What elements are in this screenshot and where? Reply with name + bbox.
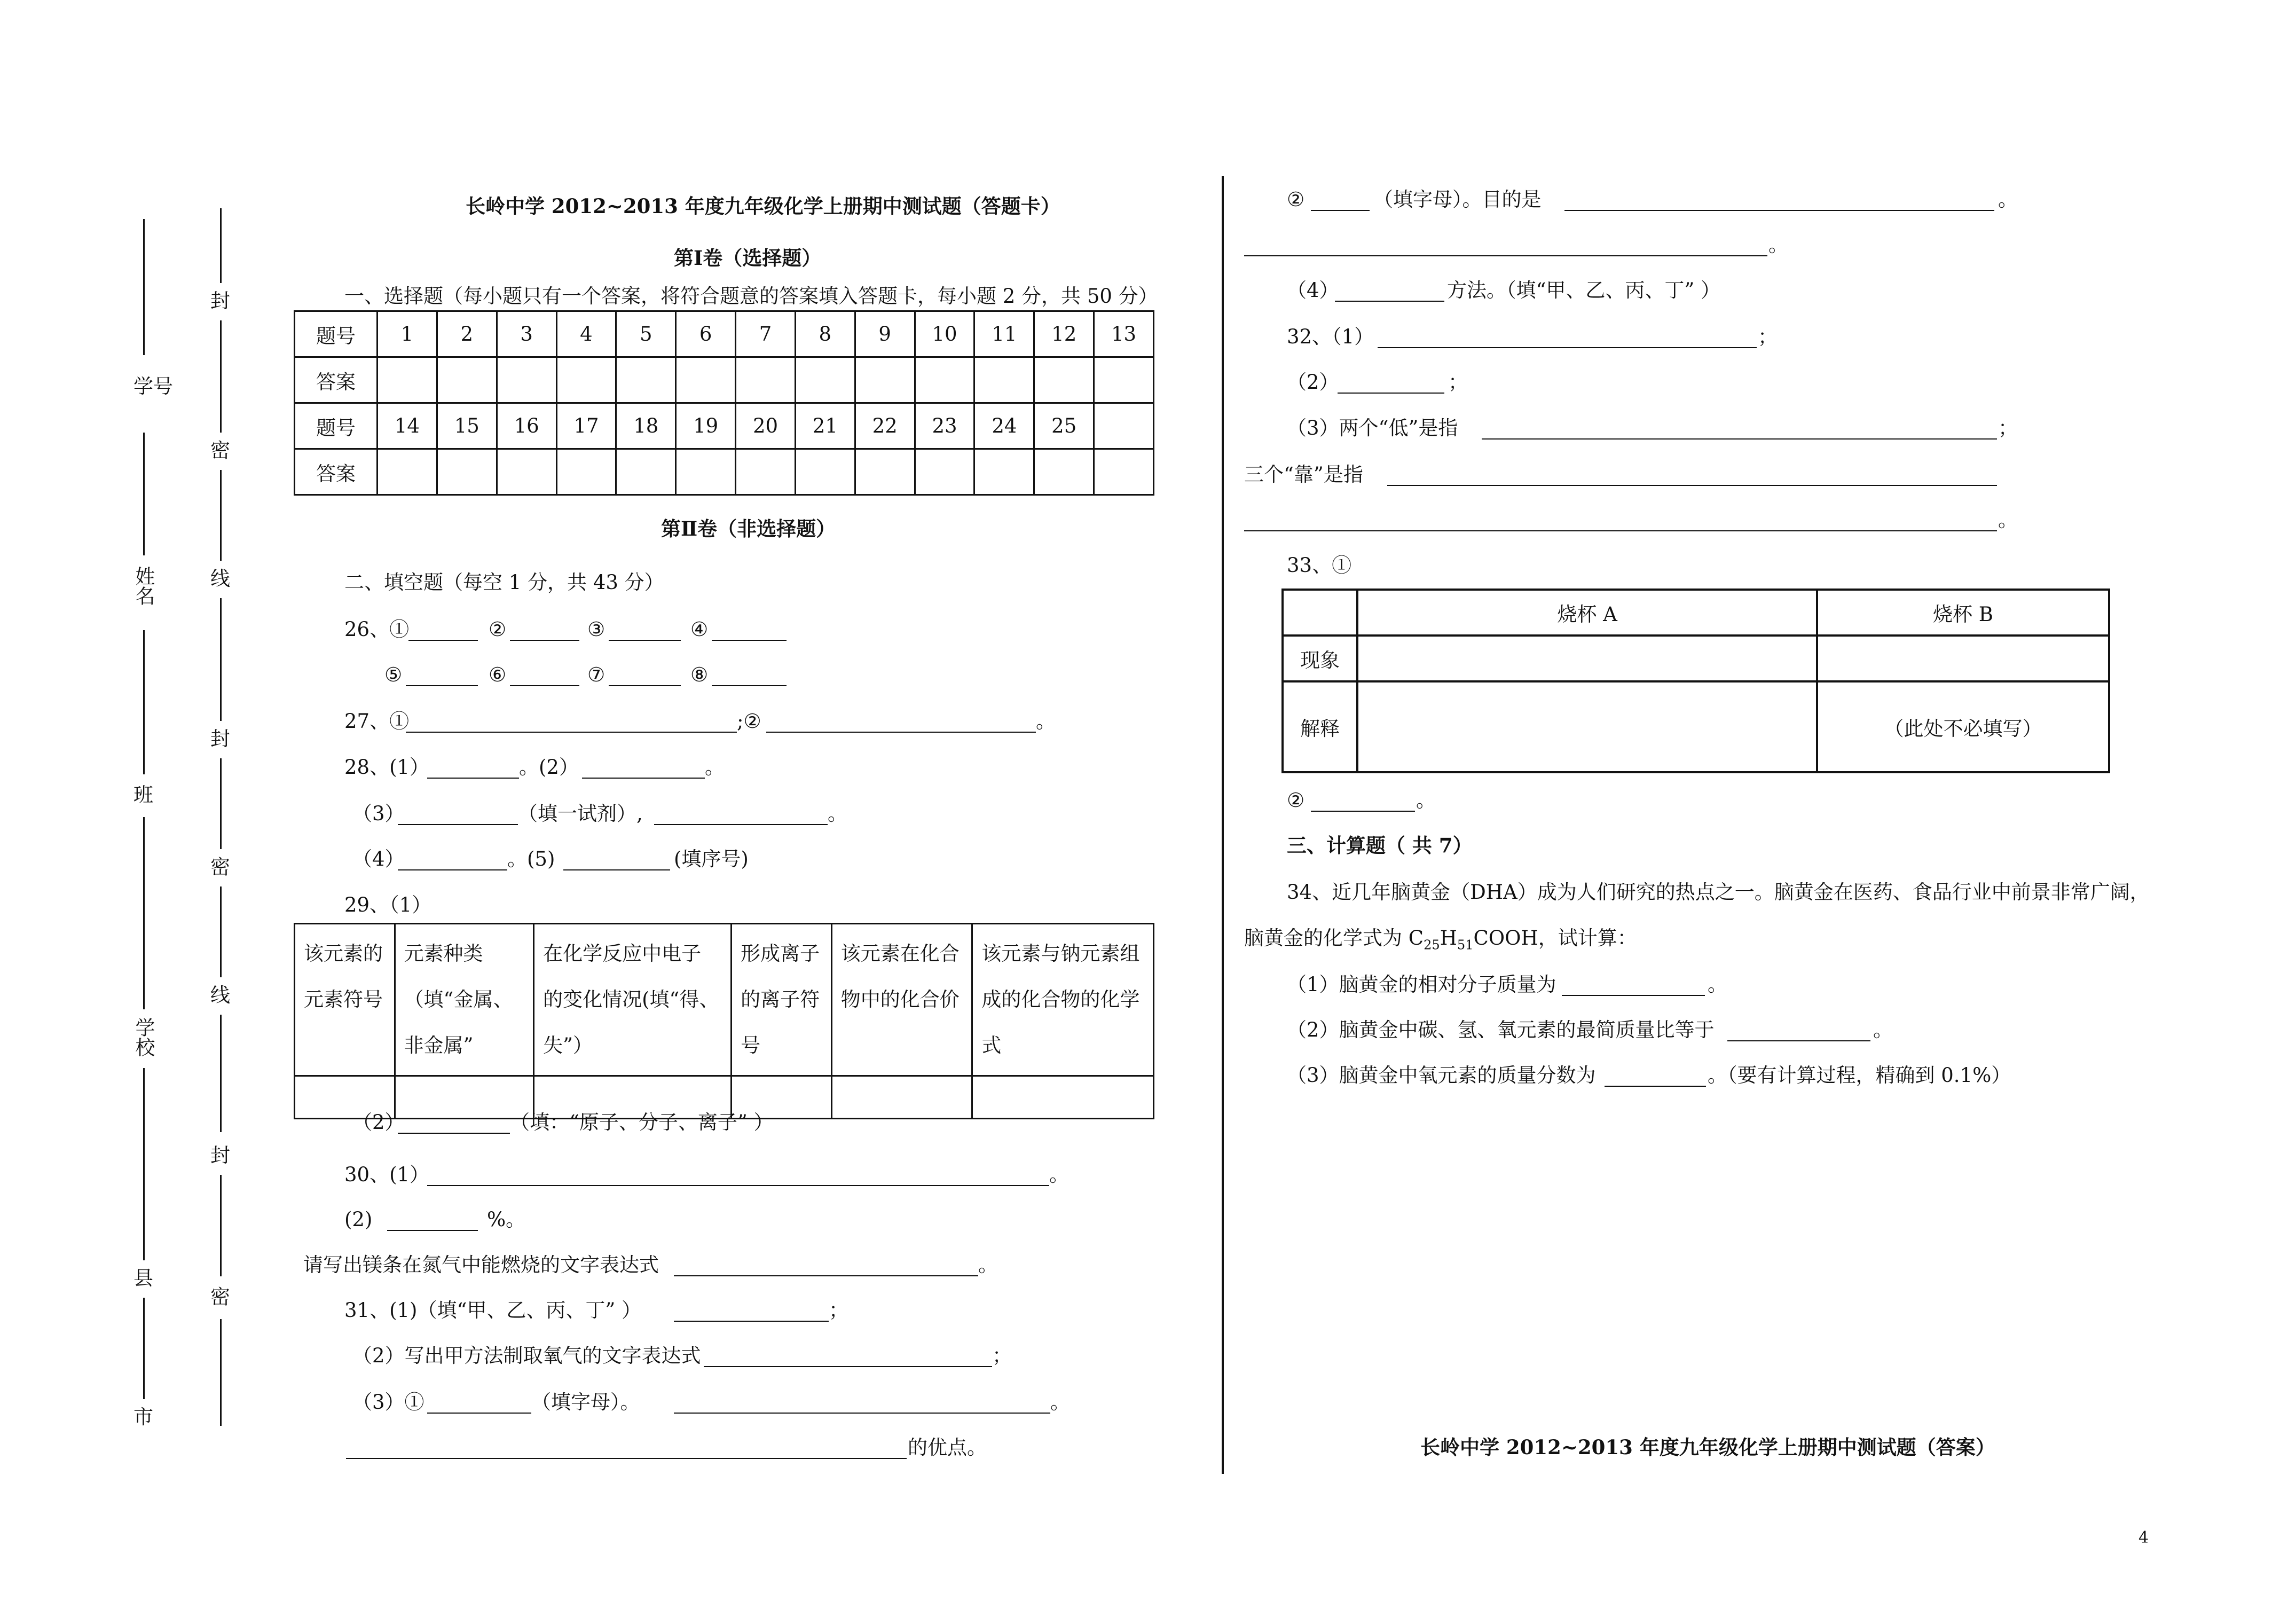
q-num: 15 [437, 403, 497, 449]
q26-mark: ③ [587, 618, 606, 641]
col-header-b: 烧杯 B [1817, 590, 2109, 636]
q26-blank[interactable] [408, 640, 478, 641]
q-num: 3 [497, 311, 556, 357]
q29-2-hint: （填：“原子、分子、离子” ） [510, 1111, 774, 1134]
elem-header: 该元素在化合物中的化合价 [831, 924, 972, 1076]
a-label: 答案 [295, 357, 378, 403]
answer-cell[interactable] [1094, 357, 1154, 403]
q26-mark: ⑦ [587, 663, 606, 686]
answer-cell[interactable] [616, 449, 676, 495]
answer-cell[interactable] [616, 357, 676, 403]
field-county: 县 [133, 1267, 153, 1290]
r-blank[interactable] [1244, 255, 1767, 256]
q-num: 4 [556, 311, 616, 357]
q32-3-text: （3）两个“低”是指 [1287, 417, 1458, 440]
q26-mark: ② [489, 618, 507, 641]
q34-2-text: （2）脑黄金中碳、氢、氧元素的最简质量比等于 [1287, 1018, 1715, 1041]
q26-blank[interactable] [510, 640, 579, 641]
q34-text: 34、近几年脑黄金（DHA）成为人们研究的热点之一。脑黄金在医药、食品行业中前景非常广阔， [1287, 881, 2150, 904]
q-num: 1 [378, 311, 437, 357]
q-num: 8 [795, 311, 855, 357]
part1-heading: 第Ⅰ卷（选择题） [674, 246, 822, 270]
q31-label: 31、(1)（填“甲、乙、丙、丁” ） [344, 1299, 642, 1322]
elem-header: 该元素与钠元素组成的化合物的化学式 [972, 924, 1154, 1076]
q34-1-end: 。 [1708, 973, 1727, 996]
q26-mark: ④ [690, 618, 709, 641]
q33-2-blank[interactable] [1311, 811, 1415, 812]
seal-char: 封 [210, 1144, 230, 1167]
answer-cell[interactable] [972, 1076, 1154, 1119]
q28-label: 28、(1） [344, 756, 430, 779]
seal-line [220, 1319, 222, 1426]
answer-cell[interactable] [378, 357, 437, 403]
q26-label: 26、① [344, 618, 410, 641]
element-table [294, 923, 1154, 1119]
q-num: 11 [974, 311, 1034, 357]
q32-blank[interactable] [1378, 347, 1757, 348]
q-label: 题号 [295, 311, 378, 357]
field-name: 姓名 [132, 566, 155, 606]
q26-blank[interactable] [712, 640, 787, 641]
answer-cell[interactable] [1034, 357, 1094, 403]
answer-cell[interactable] [974, 449, 1034, 495]
q34-1-text: （1）脑黄金的相对分子质量为 [1287, 973, 1556, 996]
elem-header: 该元素的元素符号 [295, 924, 395, 1076]
q28-3-blank[interactable] [654, 824, 828, 825]
table-row [295, 311, 1154, 357]
q-num: 12 [1034, 311, 1094, 357]
field-school: 学校 [132, 1017, 155, 1057]
q32-2-label: （2） [1287, 371, 1339, 394]
q33-label: 33、① [1287, 554, 1352, 577]
seal-line [220, 886, 222, 977]
answer-cell[interactable] [855, 357, 915, 403]
q31-3-end: 。 [1050, 1391, 1070, 1414]
seal-line [220, 320, 222, 433]
answer-cell[interactable] [795, 449, 855, 495]
q-num: 20 [736, 403, 796, 449]
q30-2-label: (2) [344, 1208, 373, 1231]
q-num: 9 [855, 311, 915, 357]
seal-char: 线 [210, 984, 230, 1007]
answer-cell[interactable] [1357, 681, 1817, 772]
q30-3-end: 。 [978, 1253, 998, 1276]
answer-cell[interactable] [556, 357, 616, 403]
q32-4-blank[interactable] [1387, 485, 1997, 486]
answer-cell[interactable] [736, 449, 796, 495]
q26-mark: ⑤ [384, 663, 403, 686]
q28-mid: 。(2） [519, 756, 579, 779]
q28-3-label: （3） [352, 802, 405, 825]
q33-2-end: 。 [1416, 789, 1436, 812]
q29-label: 29、（1） [344, 893, 432, 916]
r-end: 。 [1998, 188, 2018, 211]
q32-2-blank[interactable] [1338, 393, 1444, 394]
answer-cell[interactable] [831, 1076, 972, 1119]
answer-cell[interactable] [855, 449, 915, 495]
elem-header: 形成离子的离子符号 [732, 924, 832, 1076]
q34-3-text: （3）脑黄金中氧元素的质量分数为 [1287, 1064, 1596, 1087]
q-label: 题号 [295, 403, 378, 449]
page-title: 长岭中学 2012~2013 年度九年级化学上册期中测试题（答题卡） [466, 194, 1060, 218]
q27-blank[interactable] [406, 732, 737, 733]
q30-label: 30、(1） [344, 1163, 430, 1186]
q34-2-blank[interactable] [1727, 1040, 1870, 1041]
q-num: 25 [1034, 403, 1094, 449]
q26-mark: ⑧ [690, 663, 709, 686]
q-num: 10 [915, 311, 974, 357]
table-row [295, 403, 1154, 449]
seal-line [220, 758, 222, 849]
row-header: 解释 [1283, 681, 1357, 772]
q28-end: 。 [705, 756, 725, 779]
table-row [1283, 590, 2109, 636]
a-label: 答案 [295, 449, 378, 495]
q31-3-hint: （填字母）。 [531, 1391, 640, 1414]
seal-line [220, 208, 222, 283]
answer-cell[interactable] [736, 357, 796, 403]
q32-5-end: 。 [1998, 508, 2018, 531]
q28-5-blank[interactable] [563, 869, 670, 870]
q33-2-label: ② [1287, 789, 1305, 812]
binding-line [143, 1298, 145, 1399]
q32-5-blank[interactable] [1244, 530, 1997, 531]
r-blank[interactable] [1311, 210, 1370, 211]
q-num: 14 [378, 403, 437, 449]
binding-line [143, 817, 145, 1009]
part2-heading: 第Ⅱ卷（非选择题） [661, 517, 836, 540]
q-num: 7 [736, 311, 796, 357]
q34-formula: 脑黄金的化学式为 $C_{25}H_{51}COOH$，试计算： [1244, 927, 1637, 953]
footer-title: 长岭中学 2012~2013 年度九年级化学上册期中测试题（答案） [1420, 1435, 1995, 1459]
q32-4-text: 三个“靠”是指 [1244, 463, 1363, 486]
q-num: 23 [915, 403, 974, 449]
field-city: 市 [133, 1406, 153, 1429]
col-header-a: 烧杯 A [1357, 590, 1817, 636]
binding-line [143, 1068, 145, 1260]
q31-3-blank[interactable] [427, 1413, 531, 1414]
q31-3c-blank[interactable] [346, 1458, 907, 1459]
table-row [1283, 681, 2109, 772]
q29-2-label: （2） [352, 1111, 405, 1134]
q-num: 13 [1094, 311, 1154, 357]
r-hint: （填字母）。目的是 [1373, 188, 1542, 211]
q26-blank[interactable] [609, 685, 681, 686]
q28-4-mid: 。(5) [507, 848, 555, 870]
q30-end: 。 [1049, 1163, 1069, 1186]
q26-blank[interactable] [609, 640, 681, 641]
q31-2-blank[interactable] [704, 1366, 992, 1367]
seal-line [220, 598, 222, 721]
q-num: 17 [556, 403, 616, 449]
q32-label: 32、（1） [1287, 325, 1374, 348]
q29-2-blank[interactable] [398, 1133, 510, 1134]
table-row [295, 924, 1154, 1076]
q27-sep: ;② [737, 710, 761, 733]
q28-3-hint: （填一试剂）, [518, 802, 643, 825]
q-num: 16 [497, 403, 556, 449]
table-row [295, 357, 1154, 403]
q30-3-blank[interactable] [674, 1275, 978, 1276]
q28-4-label: （4） [352, 848, 405, 870]
q28-4-blank[interactable] [398, 869, 507, 870]
q26-blank[interactable] [510, 685, 579, 686]
r3-label: （4） [1287, 279, 1339, 302]
section1-heading: 一、选择题（每小题只有一个答案，将符合题意的答案填入答题卡，每小题 2 分，共 50 分） [344, 285, 1158, 308]
binding-line [143, 433, 145, 555]
q31-end: ； [829, 1299, 848, 1322]
answer-cell[interactable] [556, 449, 616, 495]
answer-cell[interactable] [437, 357, 497, 403]
seal-line [220, 1175, 222, 1276]
field-student-id: 学号 [133, 375, 173, 398]
field-class: 班 [133, 783, 153, 806]
q28-blank[interactable] [427, 778, 519, 779]
q31-3c-end: 的优点。 [908, 1436, 987, 1459]
r3-blank[interactable] [1335, 301, 1444, 302]
table-row [295, 449, 1154, 495]
seal-char: 封 [210, 289, 230, 312]
q30-blank[interactable] [427, 1185, 1049, 1186]
beaker-table [1281, 589, 2110, 773]
answer-cell[interactable] [1094, 449, 1154, 495]
q-num: 2 [437, 311, 497, 357]
seal-char: 密 [210, 856, 230, 878]
q26-blank[interactable] [406, 685, 478, 686]
seal-line [220, 1015, 222, 1132]
r-blank[interactable] [1564, 210, 1994, 211]
q34-2-end: 。 [1873, 1018, 1893, 1041]
page-divider [1222, 176, 1224, 1474]
section3-heading: 三、计算题（ 共 7） [1287, 834, 1473, 857]
binding-line [143, 219, 145, 355]
note-cell: （此处不必填写） [1817, 681, 2109, 772]
seal-line [220, 470, 222, 561]
q32-end: ； [1758, 325, 1778, 348]
q28-4-end: (填序号) [674, 848, 749, 870]
q34-3-end: 。（要有计算过程，精确到 0.1%） [1708, 1064, 2011, 1087]
q30-2-blank[interactable] [387, 1230, 478, 1231]
r-end: 。 [1768, 233, 1788, 256]
q-num: 19 [676, 403, 736, 449]
q31-2-text: （2）写出甲方法制取氧气的文字表达式 [352, 1344, 701, 1367]
q31-blank[interactable] [674, 1321, 829, 1322]
q27-end: 。 [1036, 710, 1056, 733]
answer-cell[interactable] [1034, 449, 1094, 495]
binding-line [143, 630, 145, 774]
q-num: 5 [616, 311, 676, 357]
q26-blank[interactable] [712, 685, 787, 686]
section2-heading: 二、填空题（每空 1 分，共 43 分） [344, 571, 664, 594]
answer-cell[interactable] [1357, 636, 1817, 681]
q27-blank[interactable] [766, 732, 1036, 733]
q31-3-blank[interactable] [674, 1413, 1050, 1414]
q30-3-text: 请写出镁条在氮气中能燃烧的文字表达式 [303, 1253, 659, 1276]
seal-char: 线 [210, 567, 230, 590]
answer-cell[interactable] [676, 449, 736, 495]
answer-cell[interactable] [795, 357, 855, 403]
table-row [1283, 636, 2109, 681]
q32-3-blank[interactable] [1482, 438, 1997, 440]
elem-header: 在化学反应中电子的变化情况(填“得、失”） [534, 924, 732, 1076]
row-header: 现象 [1283, 636, 1357, 681]
page-number: 4 [2138, 1528, 2149, 1547]
q-num: 22 [855, 403, 915, 449]
q34-3-blank[interactable] [1605, 1086, 1706, 1087]
answer-cell[interactable] [915, 357, 974, 403]
answer-cell[interactable] [437, 449, 497, 495]
q-num: 18 [616, 403, 676, 449]
r-mark: ② [1287, 188, 1305, 211]
answer-cell[interactable] [974, 357, 1034, 403]
q-num [1094, 403, 1154, 449]
q31-2-end: ； [992, 1344, 1012, 1367]
r3-hint: 方法。（填“甲、乙、丙、丁” ） [1447, 279, 1721, 302]
corner-cell [1283, 590, 1357, 636]
q34-1-blank[interactable] [1562, 995, 1705, 996]
q-num: 24 [974, 403, 1034, 449]
q-num: 21 [795, 403, 855, 449]
q27-label: 27、① [344, 710, 410, 733]
seal-char: 封 [210, 727, 230, 750]
q32-2-end: ； [1448, 371, 1468, 394]
answer-cell[interactable] [497, 357, 556, 403]
answer-cell[interactable] [497, 449, 556, 495]
q28-3-blank[interactable] [398, 824, 518, 825]
q-num: 6 [676, 311, 736, 357]
elem-header: 元素种类（填“金属、非金属” [395, 924, 534, 1076]
answer-cell[interactable] [1817, 636, 2109, 681]
q31-3-label: （3）① [352, 1391, 424, 1414]
choice-answer-table [294, 310, 1154, 496]
answer-cell[interactable] [378, 449, 437, 495]
seal-char: 密 [210, 1285, 230, 1308]
q28-3-end: 。 [828, 802, 847, 825]
answer-cell[interactable] [915, 449, 974, 495]
answer-cell[interactable] [676, 357, 736, 403]
seal-char: 密 [210, 439, 230, 462]
q26-mark: ⑥ [489, 663, 507, 686]
q28-blank[interactable] [582, 778, 705, 779]
q32-3-end: ； [1998, 417, 2018, 440]
q30-2-unit: %。 [487, 1208, 526, 1231]
